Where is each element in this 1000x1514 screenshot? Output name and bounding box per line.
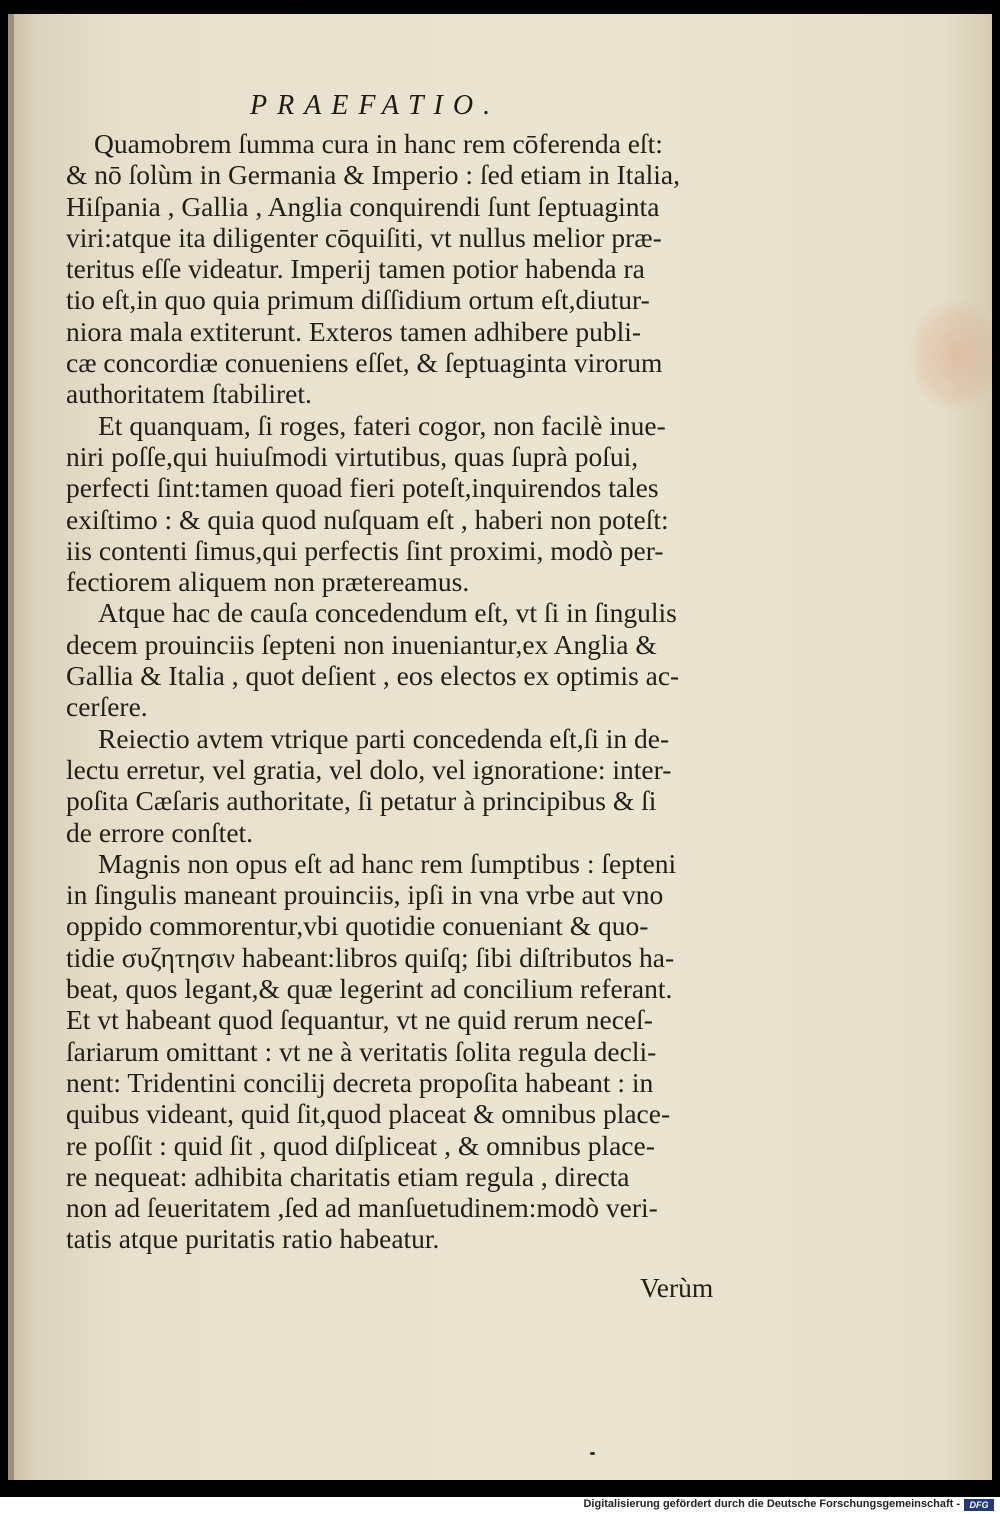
text-line: ſariarum omittant : vt ne à veritatis ſolita regula decli-: [66, 1035, 657, 1067]
ink-speck: [590, 1452, 595, 1455]
catchword: Verùm: [640, 1272, 714, 1303]
text-line: Quamobrem ſumma cura in hanc rem cōferenda eſt:: [94, 128, 663, 159]
text-line: de errore conſtet.: [66, 816, 254, 848]
text-line: Atque hac de cauſa concedendum eſt, vt ſi in ſingulis: [98, 597, 677, 629]
text-line: cerſere.: [66, 691, 148, 723]
running-header: PRAEFATIO.: [250, 90, 501, 121]
text-line: tio eſt,in quo quia primum diſſidium ortum eſt,diutur-: [66, 284, 650, 316]
text-line: tatis atque puritatis ratio habeatur.: [66, 1223, 440, 1255]
text-line: fectiorem aliquem non prætereamus.: [66, 566, 470, 598]
text-line: quibus videant, quid ſit,quod placeat & omnibus place-: [66, 1098, 671, 1130]
text-line: Hiſpania , Gallia , Anglia conquirendi ſunt ſeptuaginta: [66, 190, 660, 222]
text-line: exiſtimo : & quia quod nuſquam eſt , haberi non poteſt:: [66, 503, 669, 535]
text-line: cæ concordiæ conueniens eſſet, & ſeptuaginta virorum: [66, 347, 663, 379]
text-line: Reiectio avtem vtrique parti concedenda eſt,ſi in de-: [98, 722, 670, 754]
footer-bar: [0, 1497, 1000, 1514]
text-line: perfecti ſint:tamen quoad fieri poteſt,inquirendos tales: [66, 472, 659, 504]
text-line: in ſingulis maneant prouinciis, ipſi in vna vrbe aut vno: [66, 879, 664, 911]
text-line: iis contenti ſimus,qui perfectis ſint proximi, modò per-: [66, 534, 664, 566]
text-line: poſita Cæſaris authoritate, ſi petatur à principibus & ſi: [66, 785, 657, 817]
text-line: re nequeat: adhibita charitatis etiam regula , directa: [66, 1160, 630, 1192]
text-line: authoritatem ſtabiliret.: [66, 378, 312, 410]
paper-stain: [910, 300, 992, 410]
text-line: & nō ſolùm in Germania & Imperio : ſed etiam in Italia,: [66, 159, 681, 191]
dfg-logo-icon: DFG: [964, 1499, 994, 1511]
text-line: Magnis non opus eſt ad hanc rem ſumptibus : ſepteni: [98, 847, 677, 879]
funding-credit: Digitalisierung gefördert durch die Deutsche Forschungsgemeinschaft -: [583, 1498, 960, 1510]
text-line: non ad ſeueritatem ,ſed ad manſuetudinem:modò veri-: [66, 1192, 658, 1224]
text-line: tidie συζητησιν habeant:libros quiſq; ſibi diſtributos ha-: [66, 941, 675, 973]
text-line: Gallia & Italia , quot deſient , eos electos ex optimis ac-: [66, 660, 680, 692]
text-line: re poſſit : quid ſit , quod diſpliceat , & omnibus place-: [66, 1129, 655, 1161]
text-line: nent: Tridentini concilij decreta propoſita habeant : in: [66, 1066, 654, 1098]
text-line: lectu erretur, vel gratia, vel dolo, vel ignoratione: inter-: [66, 753, 672, 785]
body-text: [66, 128, 746, 1255]
text-line: Et quanquam, ſi roges, fateri cogor, non facilè inue-: [98, 409, 666, 441]
text-line: Et vt habeant quod ſequantur, vt ne quid rerum neceſ-: [66, 1004, 653, 1036]
text-line: niri poſſe,qui huiuſmodi virtutibus, quas ſuprà poſui,: [66, 440, 639, 472]
text-line: beat, quos legant,& quæ legerint ad concilium referant.: [66, 973, 673, 1005]
text-line: oppido commorentur,vbi quotidie conueniant & quo-: [66, 910, 649, 942]
text-line: decem prouinciis ſepteni non inueniantur,ex Anglia &: [66, 628, 657, 660]
text-line: teritus eſſe videatur. Imperij tamen potior habenda ra: [66, 253, 645, 285]
text-line: viri:atque ita diligenter cōquiſiti, vt nullus melior præ-: [66, 221, 662, 253]
text-line: niora mala extiterunt. Exteros tamen adhibere publi-: [66, 315, 642, 347]
